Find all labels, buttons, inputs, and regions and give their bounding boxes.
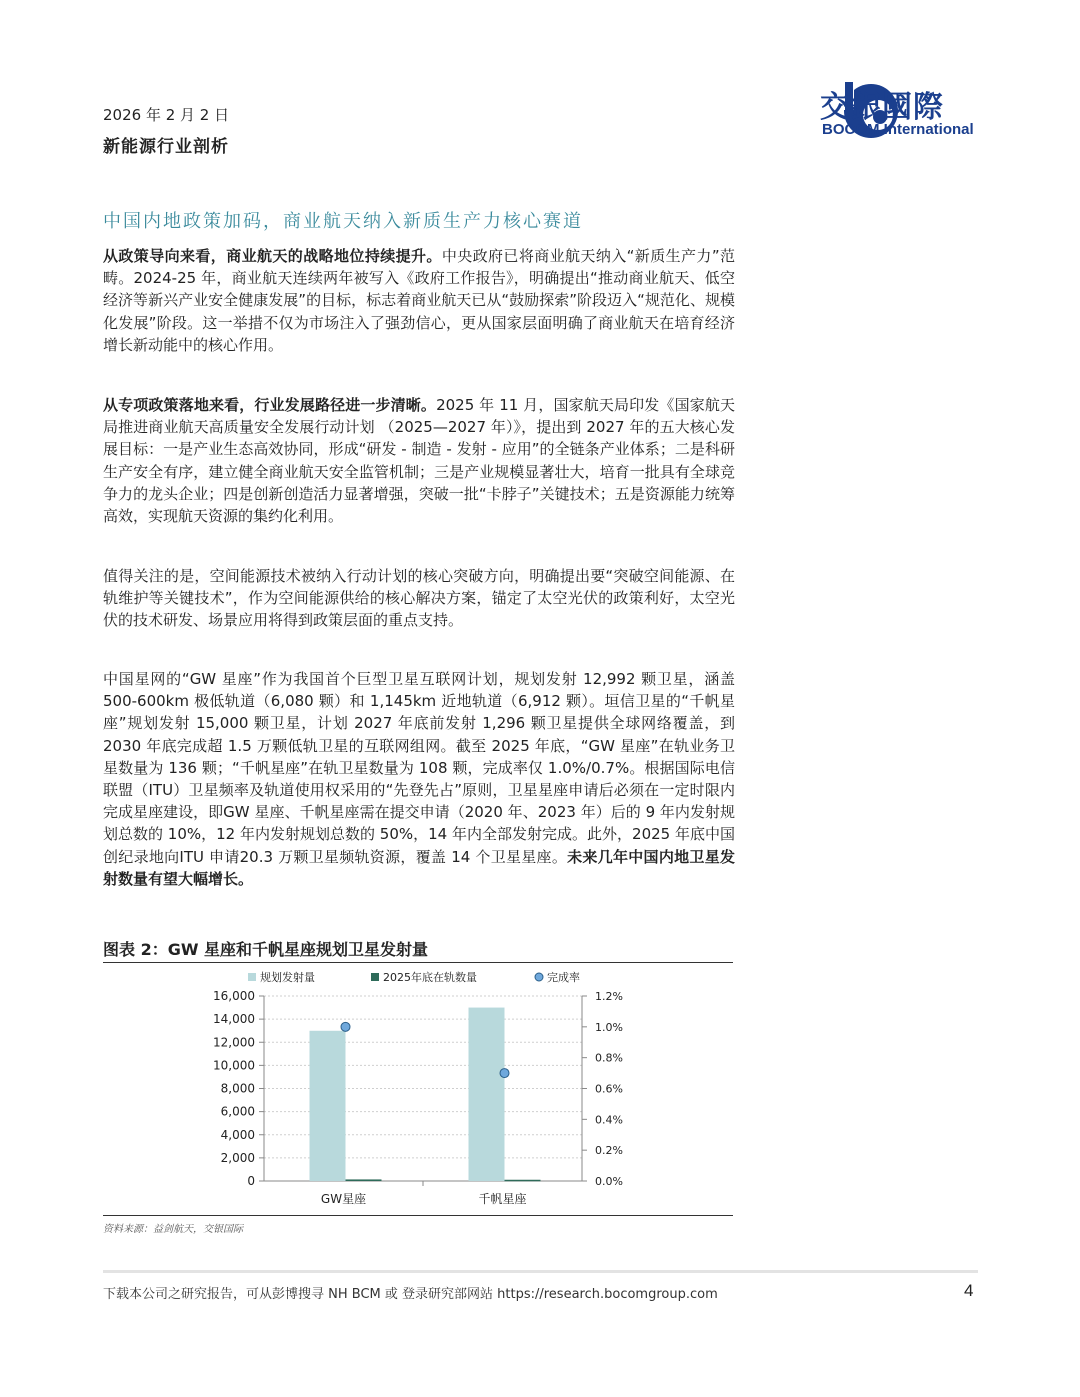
bar-in-orbit [505,1180,541,1182]
right-axis-tick-label: 1.0% [595,1020,623,1034]
left-axis-tick-label: 6,000 [220,1104,255,1119]
left-axis-tick-label: 14,000 [213,1012,255,1027]
completion-rate-point [500,1069,509,1078]
bar-planned [310,1031,346,1181]
logo-english: BOCOM International [822,121,974,138]
paragraph-4 [103,668,735,890]
paragraph-2-body: 2025 年 11 月，国家航天局印发《国家航天局推进商业航天高质量安全发展行动计划 （2025—2027 年）》，提出到 2027 年的五大核心发展目标：一是产业生态高效协同，形成“研发 - 制造 - 发射 - 应用”的全链条产业体系；二是科研生产安全有序，建立健全商业航天安全监管机制；三是产业规模显著壮大，培育一批具有全球竞争力的龙头企业；四是创新创造活力显著增强，突破一批“卡脖子”关键技术；五是资源能力统筹高效，实现航天资源的集约化利用。 [103,396,735,526]
right-axis-tick-label: 0.4% [595,1113,623,1127]
left-axis-tick-label: 4,000 [220,1127,255,1142]
left-axis-tick-label: 10,000 [213,1058,255,1073]
left-axis-tick-label: 0 [247,1174,255,1188]
paragraph-4-conclusion: 未来几年中国内地卫星发射数量有望大幅增长。 [103,847,735,888]
report-date: 2026 年 2 月 2 日 [103,106,230,124]
figure-bottom-rule [103,1215,733,1216]
paragraph-1-lead: 从政策导向来看，商业航天的战略地位持续提升。 [103,247,442,265]
category-label: GW星座 [320,1192,367,1206]
left-axis-tick-label: 16,000 [213,989,255,1003]
right-axis-tick-label: 0.8% [595,1051,623,1065]
figure-source: 资料来源：益剑航天，交银国际 [103,1224,243,1235]
paragraph-4-body: 中国星网的“GW 星座”作为我国首个巨型卫星互联网计划，规划发射 12,992 颗卫星，涵盖 500-600km 极低轨道（6,080 颗）和 1,145km 近地轨道（6,912 颗）。垣信卫星的“千帆星座”规划发射 15,000 颗卫星，计划 2027 年底前发射 1,296 颗卫星提供全球网络覆盖，到 2030 年底完成超 1.5 万颗低轨卫星的互联网组网。截至 2025 年底，“GW 星座”在轨业务卫星数量为 136 颗；“千帆星座”在轨卫星数量为 108 颗，完成率仅 1.0%/0.7%。根据国际电信联盟（ITU）卫星频率及轨道使用权采用的“先登先占”原则，卫星星座申请后必须在一定时限内完成星座建设，即GW 星座、千帆星座需在提交申请（2020 年、2023 年）后的 9 年内发射规划总数的 10%，12 年内发射规划总数的 50%，14 年内全部发射完成。此外，2025 年底中国创纪录地向ITU 申请20.3 万颗卫星频轨资源，覆盖 14 个卫星星座。 [103,670,735,866]
paragraph-3 [103,565,735,632]
bar-planned [469,1008,505,1181]
paragraph-1-body: 中央政府已将商业航天纳入“新质生产力”范畴。2024-25 年，商业航天连续两年被写入《政府工作报告》，明确提出“推动商业航天、低空经济等新兴产业安全健康发展”的目标，标志着商业航天已从“鼓励探索”阶段迈入“规范化、规模化发展”阶段。这一举措不仅为市场注入了强劲信心，更从国家层面明确了商业航天在培育经济增长新动能中的核心作用。 [103,247,735,354]
paragraph-1 [103,245,735,356]
paragraph-3-body: 值得关注的是，空间能源技术被纳入行动计划的核心突破方向，明确提出要“突破空间能源、在轨维护等关键技术”，作为空间能源供给的核心解决方案，锚定了太空光伏的政策利好，太空光伏的技术研发、场景应用将得到政策层面的重点支持。 [103,567,735,630]
logo-chinese: 交銀國際 [820,90,944,125]
legend-swatch [371,973,379,981]
completion-rate-point [341,1022,350,1031]
footer-rule [103,1270,978,1273]
left-axis-tick-label: 8,000 [220,1081,255,1096]
legend-label: 规划发射量 [260,971,315,984]
right-axis-tick-label: 1.2% [595,990,623,1003]
category-label: 千帆星座 [478,1192,527,1206]
legend-label: 2025年底在轨数量 [383,971,477,984]
paragraph-2 [103,394,735,527]
footer-text: 下载本公司之研究报告，可从彭博搜寻 NH BCM 或 登录研究部网站 https://research.bocomgroup.com [103,1287,718,1302]
legend-swatch [248,973,256,981]
page-number: 4 [964,1281,974,1300]
paragraph-2-lead: 从专项政策落地来看，行业发展路径进一步清晰。 [103,396,437,414]
legend-swatch [535,973,543,981]
satellite-launch-chart [103,963,733,1213]
legend-label: 完成率 [547,971,580,984]
figure-title: 图表 2：GW 星座和千帆星座规划卫星发射量 [103,940,429,959]
right-axis-tick-label: 0.0% [595,1175,623,1188]
left-axis-tick-label: 12,000 [213,1035,255,1050]
right-axis-tick-label: 0.2% [595,1144,623,1158]
right-axis-tick-label: 0.6% [595,1082,623,1096]
bar-in-orbit [346,1179,382,1181]
headline: 中国内地政策加码，商业航天纳入新质生产力核心赛道 [103,211,583,232]
left-axis-tick-label: 2,000 [220,1150,255,1165]
report-section: 新能源行业剖析 [103,137,229,157]
